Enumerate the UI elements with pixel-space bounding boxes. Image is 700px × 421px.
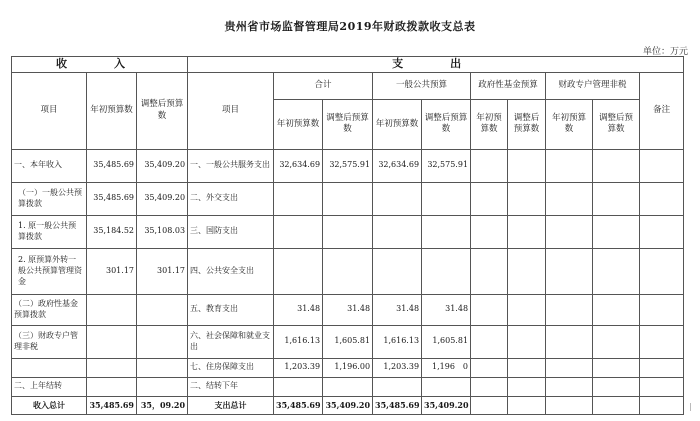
table-row (12, 149, 684, 182)
general-adjusted-sum: 35,409.20 (422, 396, 471, 414)
general-adjusted: 31.48 (422, 294, 471, 325)
general-initial (373, 377, 422, 396)
general-initial: 31.48 (373, 294, 422, 325)
general-adjusted (422, 215, 471, 248)
expense-item: 五、教育支出 (188, 294, 274, 325)
income-item-header: 项目 (12, 72, 87, 149)
table-row (12, 215, 684, 248)
income-initial (87, 377, 137, 396)
header-row-mid (12, 72, 684, 99)
income-initial (87, 294, 137, 325)
totals-row (12, 396, 684, 414)
general-initial-header: 年初预算数 (373, 99, 422, 149)
income-total-initial: 35,485.69 (87, 396, 137, 414)
total-initial: 31.48 (274, 294, 323, 325)
general-adjusted (422, 182, 471, 215)
budget-table (11, 56, 684, 415)
income-adjusted (137, 358, 188, 377)
gov-fund-initial-header: 年初预算数 (471, 99, 508, 149)
total-initial (274, 248, 323, 294)
income-item (12, 358, 87, 377)
table-row (12, 325, 684, 358)
income-adjusted (137, 294, 188, 325)
total-adjusted: 31.48 (323, 294, 373, 325)
income-header: 收 入 (12, 57, 188, 73)
income-item: （一）一般公共预算拨款 (12, 182, 87, 215)
expense-total-label: 支出总计 (188, 396, 274, 414)
expense-item: 三、国防支出 (188, 215, 274, 248)
general-adjusted-header: 调整后预算数 (422, 99, 471, 149)
total-adjusted (323, 248, 373, 294)
general-initial-sum: 35,485.69 (373, 396, 422, 414)
remark-header: 备注 (640, 72, 684, 149)
income-initial: 35,485.69 (87, 182, 137, 215)
expense-item: 七、住房保障支出 (188, 358, 274, 377)
income-item: 2. 原预算外转一般公共预算管理资金 (12, 248, 87, 294)
general-initial: 1,616.13 (373, 325, 422, 358)
total-initial-sum: 35,485.69 (274, 396, 323, 414)
income-total-label: 收入总计 (12, 396, 87, 414)
total-initial-header: 年初预算数 (274, 99, 323, 149)
income-initial-header: 年初预算数 (87, 72, 137, 149)
general-initial: 32,634.69 (373, 149, 422, 182)
table-row (12, 294, 684, 325)
general-initial: 1,203.39 (373, 358, 422, 377)
page-title: 贵州省市场监督管理局2019年财政拨款收支总表 (224, 20, 476, 33)
income-adjusted (137, 325, 188, 358)
total-adjusted (323, 182, 373, 215)
general-initial (373, 182, 422, 215)
general-adjusted: 1,605.81 (422, 325, 471, 358)
income-item: （三）财政专户管理非税 (12, 325, 87, 358)
total-initial: 1,616.13 (274, 325, 323, 358)
income-item: 1. 原一般公共预算拨款 (12, 215, 87, 248)
income-adjusted-header: 调整后预算数 (137, 72, 188, 149)
income-initial: 301.17 (87, 248, 137, 294)
general-adjusted: 32,575.91 (422, 149, 471, 182)
total-adjusted-header: 调整后预算数 (323, 99, 373, 149)
expense-header: 支 出 (188, 57, 684, 73)
income-initial: 35,184.52 (87, 215, 137, 248)
total-adjusted: 1,196.00 (323, 358, 373, 377)
gov-fund-adjusted-header: 调整后预算数 (508, 99, 546, 149)
gov-fund-header: 政府性基金预算 (471, 72, 546, 99)
expense-item: 二、结转下年 (188, 377, 274, 396)
table-row (12, 377, 684, 396)
special-fund-adjusted-header: 调整后预算数 (593, 99, 640, 149)
general-budget-header: 一般公共预算 (373, 72, 471, 99)
table-row (12, 182, 684, 215)
total-initial (274, 377, 323, 396)
income-adjusted: 301.17 (137, 248, 188, 294)
income-item: （二）政府性基金预算拨款 (12, 294, 87, 325)
expense-item: 一、一般公共服务支出 (188, 149, 274, 182)
total-initial (274, 182, 323, 215)
income-item: 二、上年结转 (12, 377, 87, 396)
income-initial (87, 325, 137, 358)
special-fund-header: 财政专户管理非税 (546, 72, 640, 99)
general-adjusted (422, 377, 471, 396)
income-adjusted: 35,108.03 (137, 215, 188, 248)
total-adjusted (323, 215, 373, 248)
header-row-top (12, 57, 684, 73)
expense-item-header: 项目 (188, 72, 274, 149)
total-adjusted: 1,605.81 (323, 325, 373, 358)
expense-item: 二、外交支出 (188, 182, 274, 215)
total-adjusted (323, 377, 373, 396)
table-row (12, 248, 684, 294)
income-adjusted: 35,409.20 (137, 182, 188, 215)
income-initial: 35,485.69 (87, 149, 137, 182)
total-adjusted: 32,575.91 (323, 149, 373, 182)
expense-item: 四、公共安全支出 (188, 248, 274, 294)
income-total-adjusted: 35，09.20 (137, 396, 188, 414)
edge-mark (690, 403, 695, 411)
table-row (12, 358, 684, 377)
total-initial: 32,634.69 (274, 149, 323, 182)
income-initial (87, 358, 137, 377)
unit-label: 单位：万元 (642, 47, 688, 57)
total-header: 合计 (274, 72, 373, 99)
general-adjusted: 1,196 0 (422, 358, 471, 377)
total-initial: 1,203.39 (274, 358, 323, 377)
income-adjusted: 35,409.20 (137, 149, 188, 182)
general-initial (373, 215, 422, 248)
general-initial (373, 248, 422, 294)
income-adjusted (137, 377, 188, 396)
special-fund-initial-header: 年初预算数 (546, 99, 593, 149)
expense-item: 六、社会保障和就业支出 (188, 325, 274, 358)
general-adjusted (422, 248, 471, 294)
total-adjusted-sum: 35,409.20 (323, 396, 373, 414)
total-initial (274, 215, 323, 248)
income-item: 一、本年收入 (12, 149, 87, 182)
